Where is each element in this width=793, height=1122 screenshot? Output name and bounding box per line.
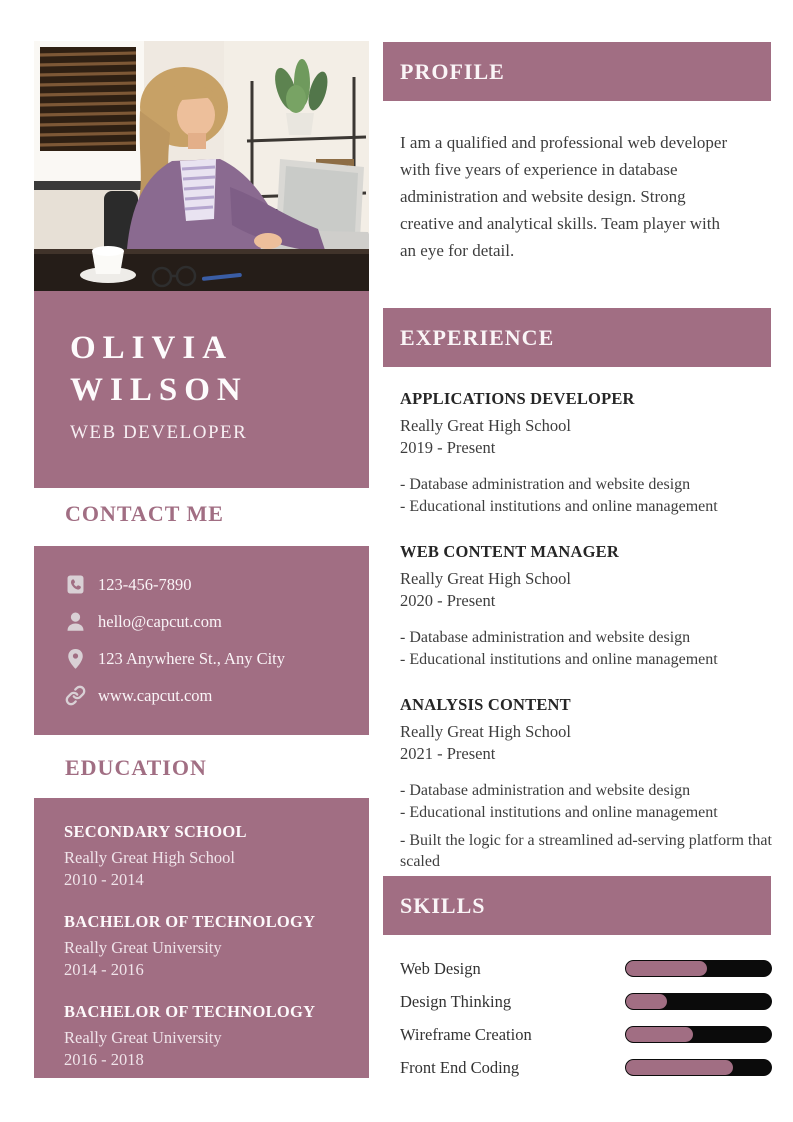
skill-label: Web Design (400, 958, 481, 978)
skill-label: Front End Coding (400, 1057, 520, 1077)
contact-item-email (64, 603, 359, 640)
job-bullet: - Database administration and website design (400, 782, 691, 799)
skill-bar (625, 1059, 772, 1076)
job-org: Really Great High School (400, 416, 571, 435)
skill-fill (626, 961, 707, 976)
education-box (34, 798, 369, 1078)
education-entry (64, 822, 359, 891)
contact-phone: 123-456-7890 (98, 574, 192, 594)
contact-email: hello@capcut.com (98, 611, 222, 631)
job-years: 2021 - Present (400, 744, 496, 763)
contact-heading: CONTACT ME (65, 501, 224, 526)
education-school: Really Great High School (64, 848, 235, 867)
job-entry (400, 389, 772, 517)
job-years: 2020 - Present (400, 591, 496, 610)
job-entry (400, 542, 772, 670)
profile-photo (34, 41, 369, 291)
education-years: 2010 - 2014 (64, 870, 144, 889)
skill-bar (625, 993, 772, 1010)
job-org: Really Great High School (400, 722, 571, 741)
skills-section-header (383, 876, 771, 935)
education-entry (64, 1002, 359, 1071)
skill-fill (626, 1060, 733, 1075)
job-bullet: - Educational institutions and online management (400, 804, 718, 821)
education-degree: SECONDARY SCHOOL (64, 822, 247, 841)
contact-box (34, 546, 369, 735)
location-icon (64, 648, 86, 670)
skill-fill (626, 1027, 693, 1042)
contact-item-phone (64, 566, 359, 603)
job-title: ANALYSIS CONTENT (400, 695, 571, 714)
skills-heading: SKILLS (400, 892, 486, 918)
skill-bar (625, 960, 772, 977)
education-degree: BACHELOR OF TECHNOLOGY (64, 912, 316, 931)
job-entry (400, 695, 772, 872)
skill-row (400, 952, 772, 985)
job-years: 2019 - Present (400, 438, 496, 457)
skills-list (400, 952, 772, 1084)
skill-bar (625, 1026, 772, 1043)
education-entry (64, 912, 359, 981)
experience-list (400, 389, 772, 897)
link-icon (64, 685, 86, 707)
profile-text: I am a qualified and professional web developer with five years of experience in database administration and website design. Strong creative and analytical skills. Team player with an eye for detail. (400, 133, 728, 260)
education-school: Really Great University (64, 1028, 222, 1047)
person-icon (64, 611, 86, 633)
education-degree: BACHELOR OF TECHNOLOGY (64, 1002, 316, 1021)
education-years: 2016 - 2018 (64, 1050, 144, 1069)
contact-item-address (64, 640, 359, 677)
name-block (34, 291, 369, 488)
job-title: APPLICATIONS DEVELOPER (400, 389, 635, 408)
job-bullet: - Database administration and website design (400, 629, 691, 646)
job-bullet: - Built the logic for a streamlined ad-serving platform that scaled (400, 832, 772, 870)
education-years: 2014 - 2016 (64, 960, 144, 979)
skill-label: Wireframe Creation (400, 1024, 532, 1044)
contact-website: www.capcut.com (98, 685, 213, 705)
profile-heading: PROFILE (400, 58, 505, 84)
last-name: WILSON (70, 372, 248, 408)
contact-address: 123 Anywhere St., Any City (98, 648, 286, 668)
job-title: WEB CONTENT MANAGER (400, 542, 619, 561)
first-name: OLIVIA (70, 330, 234, 366)
experience-section-header (383, 308, 771, 367)
phone-icon (64, 574, 86, 596)
job-title: WEB DEVELOPER (70, 422, 248, 443)
job-bullet: - Educational institutions and online management (400, 498, 718, 515)
job-bullet: - Database administration and website design (400, 476, 691, 493)
skill-row (400, 1018, 772, 1051)
skill-row (400, 1051, 772, 1084)
job-org: Really Great High School (400, 569, 571, 588)
skill-label: Design Thinking (400, 991, 512, 1011)
experience-heading: EXPERIENCE (400, 324, 555, 350)
profile-section-header (383, 42, 771, 101)
contact-item-website (64, 677, 359, 714)
education-school: Really Great University (64, 938, 222, 957)
skill-fill (626, 994, 667, 1009)
skill-row (400, 985, 772, 1018)
job-bullet: - Educational institutions and online management (400, 651, 718, 668)
education-heading: EDUCATION (65, 755, 207, 780)
